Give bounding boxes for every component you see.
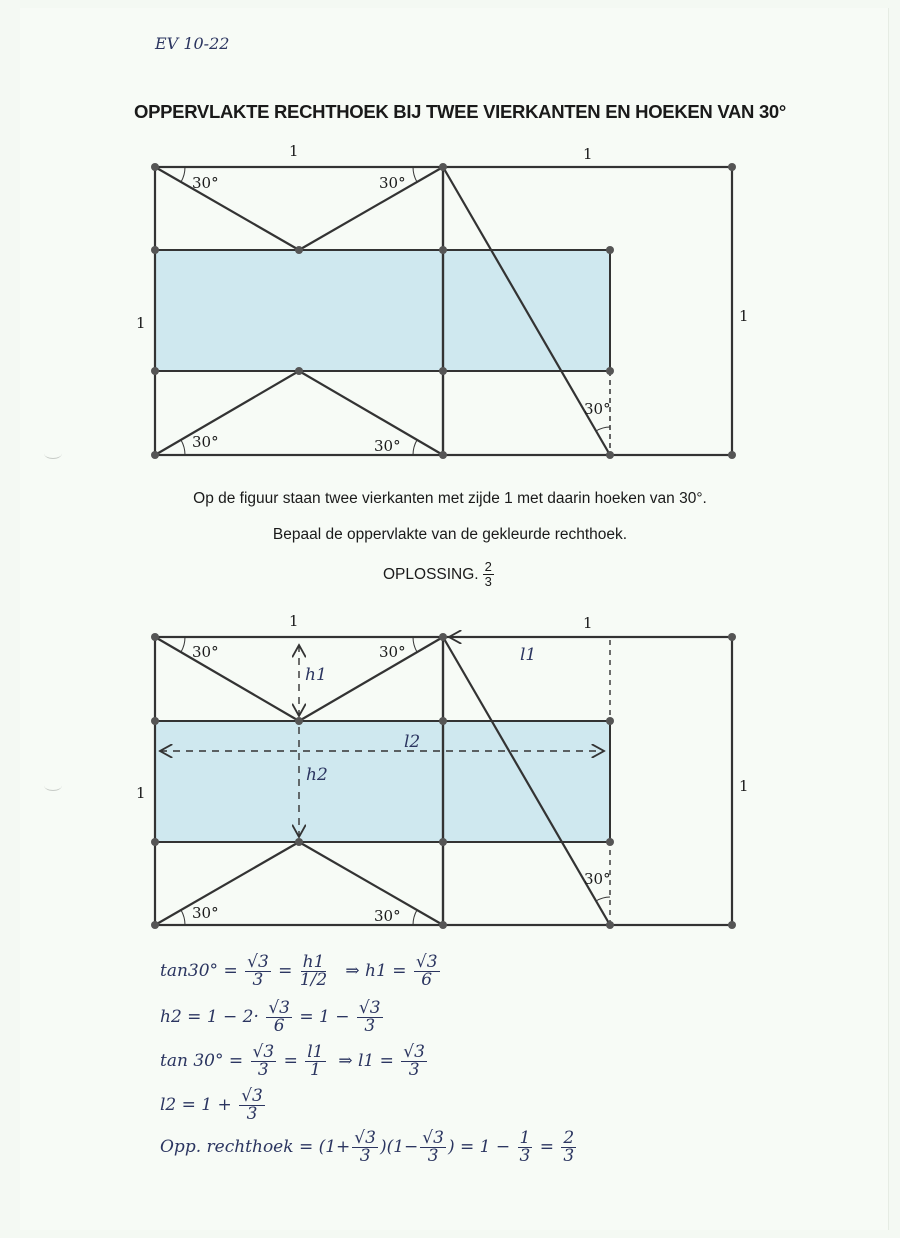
work-line-5: Opp. rechthoek = (1+ $\frac{√3}{3}$ )(1− $\frac{√3}{3}$ ) = 1 − $\frac{1}{3}$ = $\frac{2}{3}$ <box>160 1128 575 1166</box>
bottom-v-right <box>299 842 443 925</box>
bottom-v-left <box>155 371 299 455</box>
angle-label: 30° <box>192 174 219 192</box>
angle-label: 30° <box>374 437 401 455</box>
angle-label: 30° <box>379 174 406 192</box>
shaded-rectangle <box>155 721 610 842</box>
figure-solution <box>0 610 900 940</box>
solution-line <box>383 560 494 589</box>
solution-denominator: 3 <box>484 574 492 589</box>
top-v-left <box>155 167 299 250</box>
figure-problem <box>0 140 900 480</box>
solution-numerator: 2 <box>484 559 492 574</box>
top-label-left: 1 <box>289 142 299 160</box>
problem-question: Bepaal de oppervlakte van de gekleurde rechthoek. <box>272 526 628 543</box>
h2-label: h2 <box>306 765 328 785</box>
angle-label: 30° <box>379 643 406 661</box>
solution-label: OPLOSSING. <box>383 565 479 583</box>
side-label-right: 1 <box>739 777 749 795</box>
work-line-3: tan 30° = $\frac{√3}{3}$ = $\frac{l1}{1}$ ⇒ l1 = $\frac{√3}{3}$ <box>160 1042 425 1080</box>
top-label-right: 1 <box>583 614 593 632</box>
punch-hole-mark <box>44 780 62 791</box>
work-line-4: l2 = 1 + $\frac{√3}{3}$ <box>160 1086 263 1124</box>
angle-label: 30° <box>192 904 219 922</box>
top-label-left: 1 <box>289 612 299 630</box>
l2-label: l2 <box>404 732 421 752</box>
work-line-1: tan30° = $\frac{√3}{3}$ = $\frac{h1}{1/2}$ ⇒ h1 = $\frac{√3}{6}$ <box>160 952 438 990</box>
angle-label: 30° <box>374 907 401 925</box>
punch-hole-mark <box>44 448 62 459</box>
problem-statement: Op de figuur staan twee vierkanten met zijde 1 met daarin hoeken van 30°. <box>193 490 707 507</box>
shaded-rectangle <box>155 250 610 371</box>
bottom-v-right <box>299 371 443 455</box>
angle-label: 30° <box>192 433 219 451</box>
angle-label: 30° <box>584 400 611 418</box>
angle-label: 30° <box>584 870 611 888</box>
side-label-left: 1 <box>136 784 146 802</box>
solution-fraction <box>483 560 494 589</box>
page-title: OPPERVLAKTE RECHTHOEK BIJ TWEE VIERKANTEN EN HOEKEN VAN 30° <box>134 101 787 122</box>
h1-label: h1 <box>305 665 327 685</box>
side-label-right: 1 <box>739 307 749 325</box>
document-code: EV 10-22 <box>155 34 230 53</box>
angle-label: 30° <box>192 643 219 661</box>
l1-label: l1 <box>520 645 537 665</box>
top-v-right <box>299 167 443 250</box>
side-label-left: 1 <box>136 314 146 332</box>
top-label-right: 1 <box>583 145 593 163</box>
work-line-2: h2 = 1 − 2· $\frac{√3}{6}$ = 1 − $\frac{√3}{3}$ <box>160 998 381 1036</box>
bottom-v-left <box>155 842 299 925</box>
top-v-left <box>155 637 299 721</box>
